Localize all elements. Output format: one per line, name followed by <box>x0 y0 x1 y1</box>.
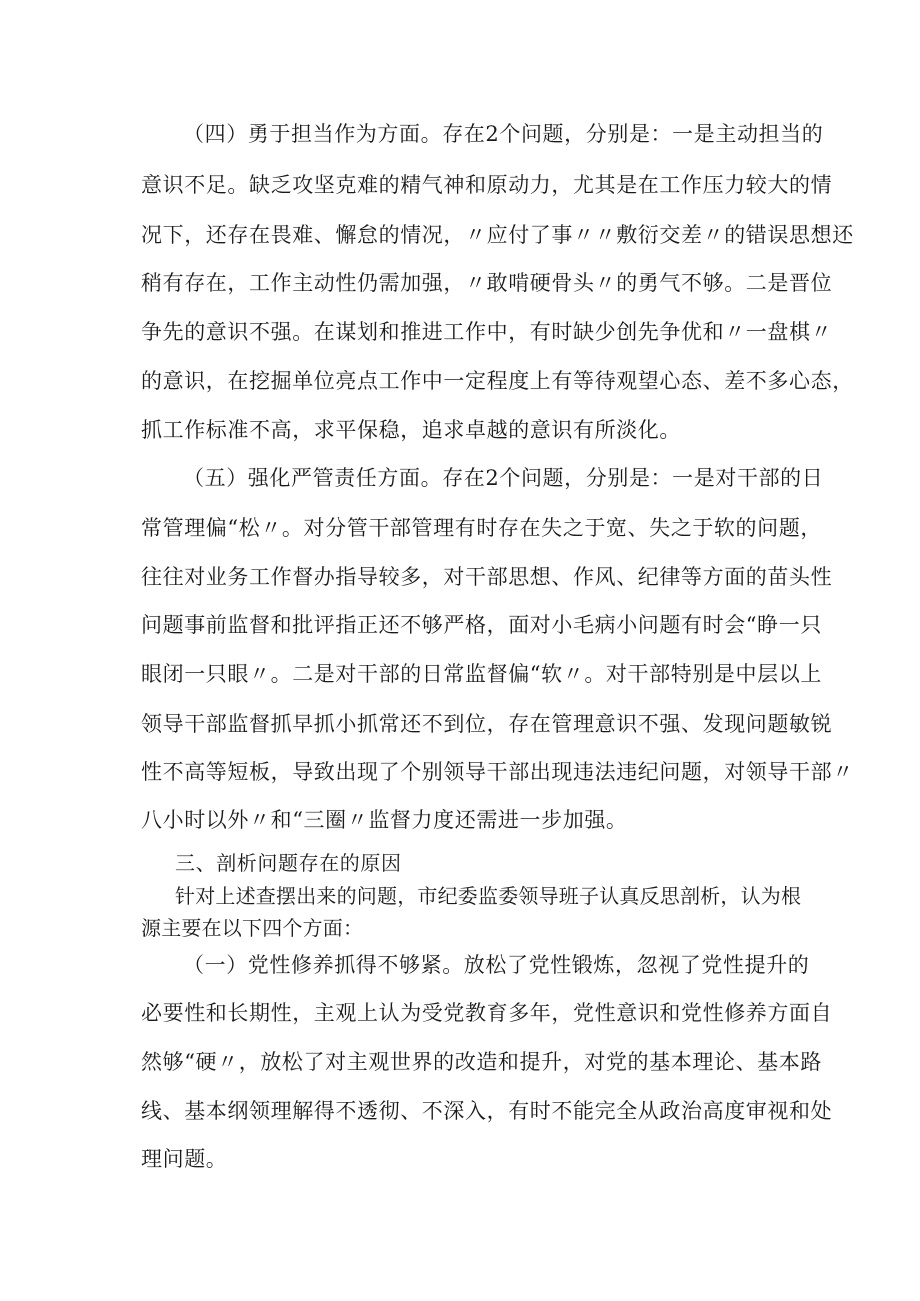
text-line: 抓工作标准不高，求平保稳，追求卓越的意识有所淡化。 <box>141 418 681 442</box>
text-line: 的意识，在挖掘单位亮点工作中一定程度上有等待观望心态、差不多心态， <box>141 369 854 393</box>
text-line: 问题事前监督和批评指正还不够严格，面对小毛病小问题有时会“睁一只 <box>141 613 822 637</box>
text-line: 往往对业务工作督办指导较多，对干部思想、作风、纪律等方面的苗头性 <box>141 565 833 589</box>
text-line: 领导干部监督抓早抓小抓常还不到位，存在管理意识不强、发现问题敏锐 <box>141 712 833 736</box>
text-line: （五）强化严管责任方面。存在2个问题，分别是：一是对干部的日 <box>183 466 824 490</box>
text-line: 争先的意识不强。在谋划和推进工作中，有时缺少创先争优和〃一盘棋〃 <box>141 320 833 344</box>
text-line: 性不高等短板，导致出现了个别领导干部出现违法违纪问题，对领导干部〃 <box>141 760 854 784</box>
text-line: 然够“硬〃，放松了对主观世界的改造和提升，对党的基本理论、基本路 <box>141 1050 822 1074</box>
text-line: 稍有存在，工作主动性仍需加强，〃敢啃硬骨头〃的勇气不够。二是晋位 <box>141 271 833 295</box>
text-line: 八小时以外〃和“三圈〃监督力度还需进一步加强。 <box>141 808 628 832</box>
text-line: 常管理偏“松〃。对分管干部管理有时存在失之于宽、失之于软的问题， <box>141 516 822 540</box>
text-line: 必要性和长期性，主观上认为受党教育多年，党性意识和党性修养方面自 <box>141 1001 833 1025</box>
text-line: 意识不足。缺乏攻坚克难的精气神和原动力，尤其是在工作压力较大的情 <box>141 173 833 197</box>
text-line: 针对上述查摆出来的问题，市纪委监委领导班子认真反思剖析，认为根 <box>175 884 802 908</box>
section-heading: 三、剖析问题存在的原因 <box>175 851 402 875</box>
text-line: 线、基本纲领理解得不透彻、不深入，有时不能完全从政治高度审视和处 <box>141 1099 833 1123</box>
text-line: （一）党性修养抓得不够紧。放松了党性锻炼，忽视了党性提升的 <box>183 953 810 977</box>
text-line: 况下，还存在畏难、懈怠的情况，〃应付了事〃〃敷衍交差〃的错误思想还 <box>141 223 854 247</box>
text-line: （四）勇于担当作为方面。存在2个问题，分别是：一是主动担当的 <box>183 122 824 146</box>
text-line: 眼闭一只眼〃。二是对干部的日常监督偏“软〃。对干部特别是中层以上 <box>141 662 822 686</box>
text-line: 理问题。 <box>141 1147 228 1171</box>
text-line: 源主要在以下四个方面： <box>141 916 364 940</box>
